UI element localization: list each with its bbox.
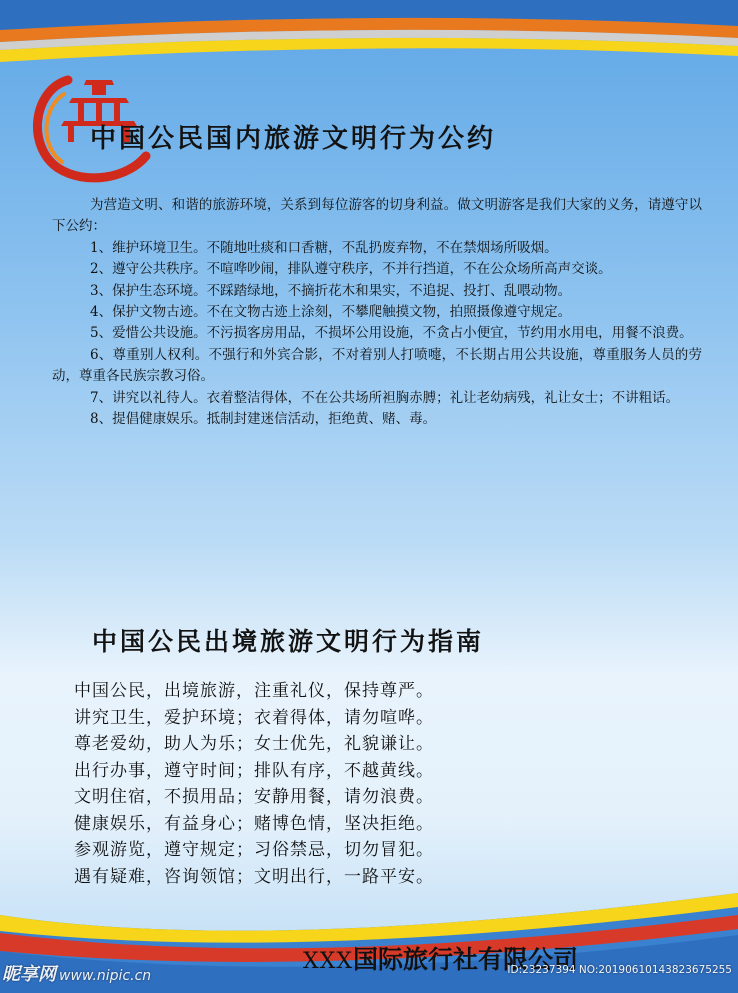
article-1: 1、维护环境卫生。不随地吐痰和口香糖，不乱扔废弃物，不在禁烟场所吸烟。 — [90, 239, 558, 256]
guide-line-3: 尊老爱幼，助人为乐；女士优先，礼貌谦让。 — [74, 734, 434, 754]
article-8: 8、提倡健康娱乐。抵制封建迷信活动，拒绝黄、赌、毒。 — [90, 411, 437, 428]
article-4: 4、保护文物古迹。不在文物古迹上涂刻，不攀爬触摸文物，拍照摄像遵守规定。 — [90, 304, 572, 321]
convention-intro: 为营造文明、和谐的旅游环境，关系到每位游客的切身利益。做文明游客是我们大家的义务，请遵守以下公约： — [52, 197, 702, 235]
article-7: 7、讲究以礼待人。衣着整洁得体，不在公共场所袒胸赤膊；礼让老幼病残，礼让女士；不讲粗话。 — [90, 389, 680, 406]
guide-line-7: 参观游览，遵守规定；习俗禁忌，切勿冒犯。 — [74, 840, 434, 860]
convention-body — [52, 195, 702, 430]
article-6: 6、尊重别人权利。不强行和外宾合影，不对着别人打喷嚏，不长期占用公共设施，尊重服务人员的劳动，尊重各民族宗教习俗。 — [52, 346, 702, 385]
watermark-brand — [2, 960, 151, 986]
watermark-url: www.nipic.cn — [59, 968, 152, 984]
guide-line-2: 讲究卫生，爱护环境；衣着得体，请勿喧哗。 — [74, 707, 434, 728]
company-prefix: XXX — [303, 949, 353, 974]
guide-line-5: 文明住宿，不损用品；安静用餐，请勿浪费。 — [74, 787, 434, 807]
guide-body — [74, 678, 694, 890]
company-name-text: 国际旅行社有限公司 — [353, 945, 579, 974]
guide-title: 中国公民出境旅游文明行为指南 — [92, 627, 485, 656]
article-5: 5、爱惜公共设施。不污损客房用品，不损坏公用设施，不贪占小便宜，节约用水用电，用餐不浪费。 — [90, 325, 693, 342]
watermark-brand-name: 昵享网 — [2, 964, 56, 985]
guide-line-6: 健康娱乐，有益身心；赌博色情，坚决拒绝。 — [74, 813, 434, 834]
article-3: 3、保护生态环境。不踩踏绿地，不摘折花木和果实，不追捉、投打、乱喂动物。 — [90, 282, 572, 299]
guide-line-8: 遇有疑难，咨询领馆；文明出行，一路平安。 — [74, 866, 434, 887]
convention-title: 中国公民国内旅游文明行为公约 — [90, 124, 497, 154]
watermark-id: ID:23237394 NO:20190610143823675255 — [507, 964, 732, 976]
guide-line-4: 出行办事，遵守时间；排队有序，不越黄线。 — [74, 760, 434, 781]
guide-line-1: 中国公民，出境旅游，注重礼仪，保持尊严。 — [74, 681, 434, 701]
article-2: 2、遵守公共秩序。不喧哗吵闹，排队遵守秩序，不并行挡道，不在公众场所高声交谈。 — [90, 261, 612, 278]
